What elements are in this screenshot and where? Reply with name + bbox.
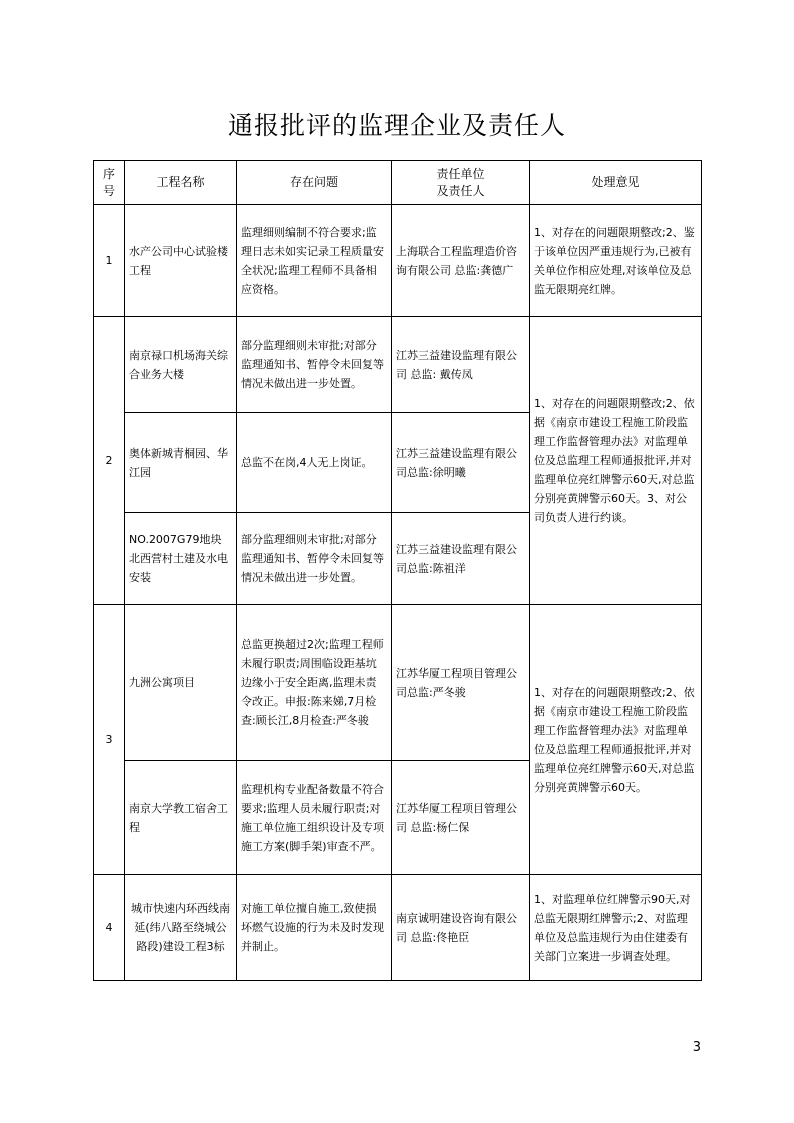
responsible-party: 江苏三益建设监理有限公司总监:陈祖洋 <box>392 513 530 605</box>
project-name: 城市快速内环西线南延(纬八路至绕城公路段)建设工程3标 <box>125 875 237 981</box>
header-seq: 序号 <box>94 161 125 205</box>
table-row <box>94 205 702 317</box>
table-row <box>94 605 702 761</box>
supervision-report-table <box>93 160 702 981</box>
table-row <box>94 875 702 981</box>
issue-text: 总监更换超过2次;监理工程师未履行职责;周围临设距基坑边缘小于安全距离,监理未责令改正。申报:陈来娣,7月检查:顾长江,8月检查:严冬骏 <box>237 605 392 761</box>
responsible-party: 江苏华厦工程项目管理公司 总监:杨仁保 <box>392 761 530 875</box>
row-number: 1 <box>94 205 125 317</box>
row-number: 4 <box>94 875 125 981</box>
header-issue: 存在问题 <box>237 161 392 205</box>
project-name: 奥体新城青桐园、华江园 <box>125 413 237 513</box>
row-number: 2 <box>94 317 125 605</box>
action-text: 1、对监理单位红牌警示90天,对总监无限期红牌警示;2、对监理单位及总监违规行为由住建委有关部门立案进一步调查处理。 <box>530 875 702 981</box>
action-text: 1、对存在的问题限期整改;2、鉴于该单位因严重违规行为,已被有关单位作相应处理,对该单位及总监无限期亮红牌。 <box>530 205 702 317</box>
header-responsible <box>392 161 530 205</box>
project-name: 南京禄口机场海关综合业务大楼 <box>125 317 237 413</box>
row-number: 3 <box>94 605 125 875</box>
project-name: 九洲公寓项目 <box>125 605 237 761</box>
issue-text: 监理机构专业配备数量不符合要求;监理人员未履行职责;对施工单位施工组织设计及专项施工方案(脚手架)审查不严。 <box>237 761 392 875</box>
issue-text: 部分监理细则未审批;对部分监理通知书、暂停令未回复等情况未做出进一步处置。 <box>237 317 392 413</box>
action-text: 1、对存在的问题限期整改;2、依据《南京市建设工程施工阶段监理工作监督管理办法》对监理单位及总监理工程师通报批评,并对监理单位亮红牌警示60天,对总监分别亮黄牌警示60天。 <box>530 605 702 875</box>
responsible-party: 江苏华厦工程项目管理公司总监:严冬骏 <box>392 605 530 761</box>
action-text: 1、对存在的问题限期整改;2、依据《南京市建设工程施工阶段监理工作监督管理办法》对监理单位及总监理工程师通报批评,并对监理单位亮红牌警示60天,对总监分别亮黄牌警示60天。3、对公司负责人进行约谈。 <box>530 317 702 605</box>
header-responsible-line2: 及责任人 <box>436 183 485 198</box>
project-name: NO.2007G79地块北西营村土建及水电安装 <box>125 513 237 605</box>
issue-text: 监理细则编制不符合要求;监理日志未如实记录工程质量安全状况;监理工程师不具备相应资格。 <box>237 205 392 317</box>
table-row <box>94 317 702 413</box>
issue-text: 总监不在岗,4人无上岗证。 <box>237 413 392 513</box>
header-project: 工程名称 <box>125 161 237 205</box>
project-name: 水产公司中心试验楼工程 <box>125 205 237 317</box>
project-name: 南京大学教工宿舍工程 <box>125 761 237 875</box>
header-action: 处理意见 <box>530 161 702 205</box>
responsible-party: 南京诚明建设咨询有限公司 总监:佟艳臣 <box>392 875 530 981</box>
page-number: 3 <box>692 1040 701 1055</box>
responsible-party: 江苏三益建设监理有限公司总监:徐明曦 <box>392 413 530 513</box>
responsible-party: 江苏三益建设监理有限公司 总监: 戴传凤 <box>392 317 530 413</box>
issue-text: 部分监理细则未审批;对部分监理通知书、暂停令未回复等情况未做出进一步处置。 <box>237 513 392 605</box>
issue-text: 对施工单位擅自施工,致使损坏燃气设施的行为未及时发现并制止。 <box>237 875 392 981</box>
document-title: 通报批评的监理企业及责任人 <box>227 111 566 140</box>
header-responsible-line1: 责任单位 <box>436 166 485 181</box>
responsible-party: 上海联合工程监理造价咨询有限公司 总监:龚德广 <box>392 205 530 317</box>
header-row <box>94 161 702 205</box>
